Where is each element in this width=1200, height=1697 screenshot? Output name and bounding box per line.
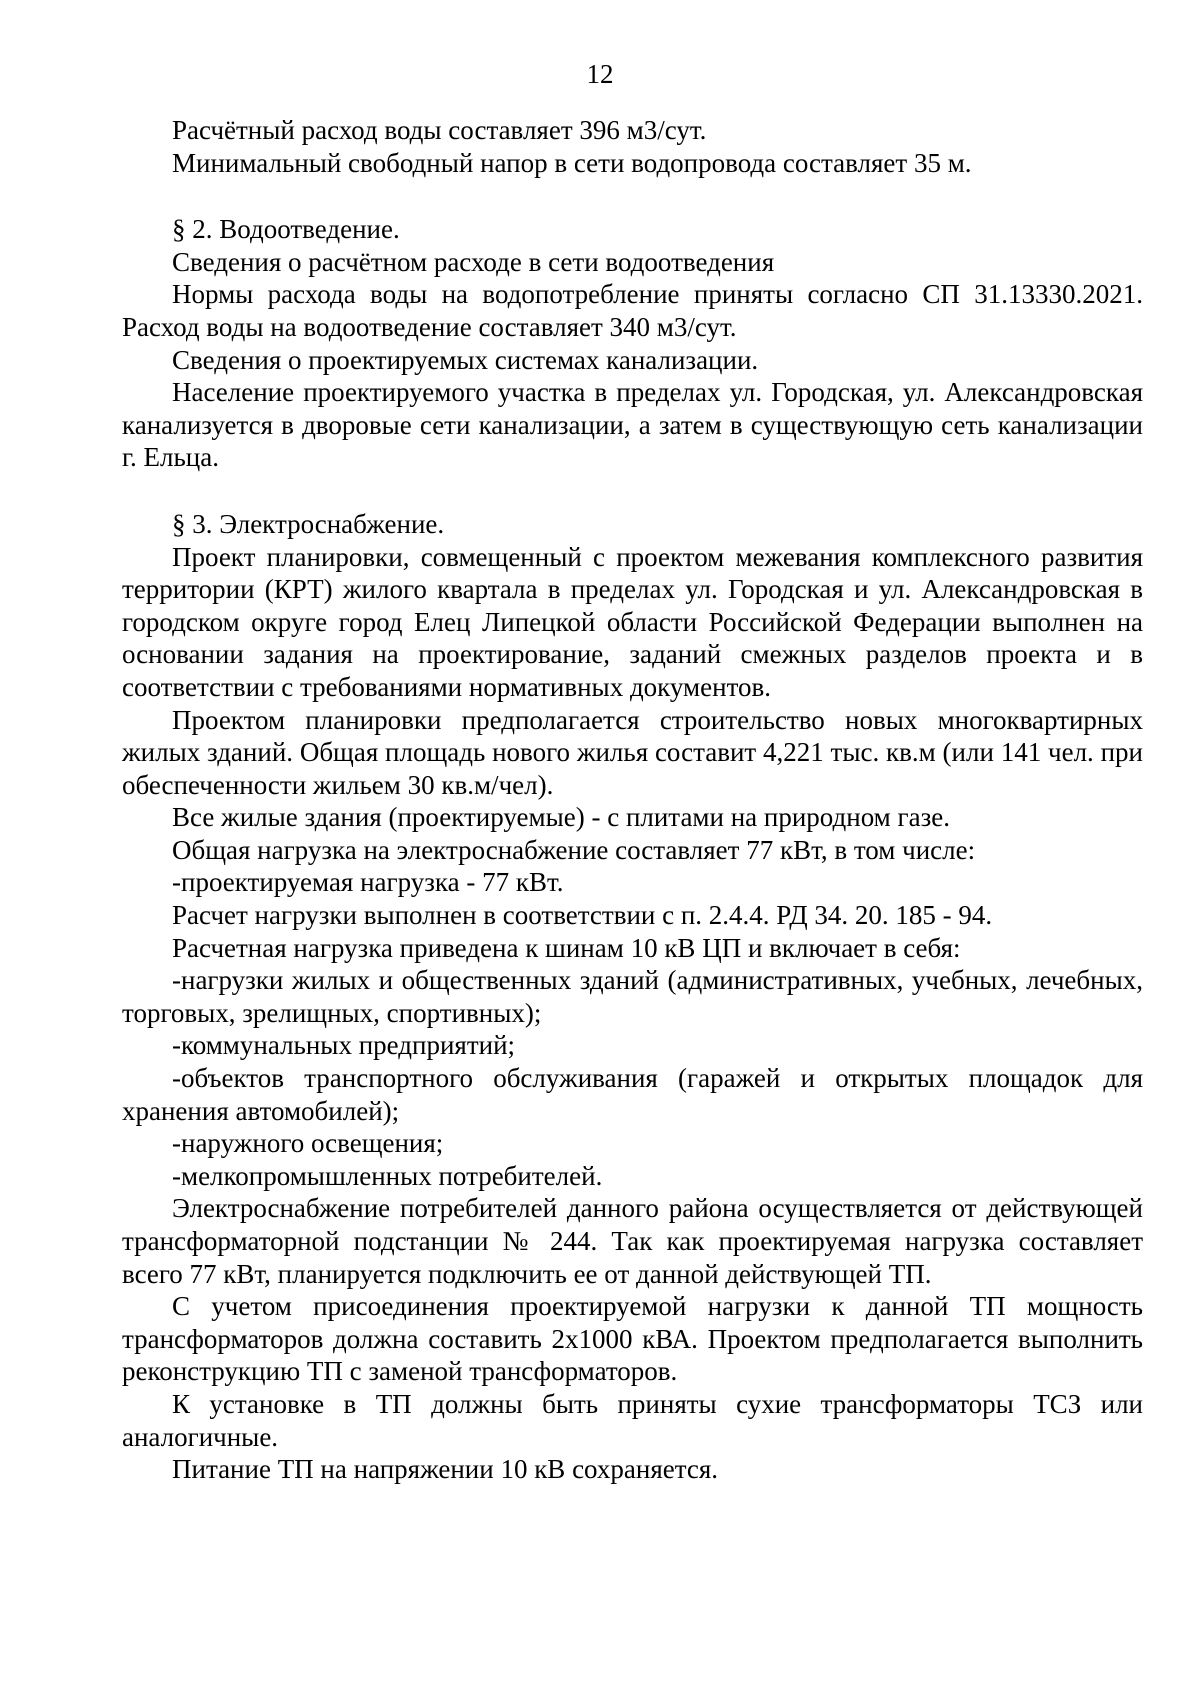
section-heading-sewerage: § 2. Водоотведение. (172, 214, 400, 245)
list-item-small-industry: -мелкопромышленных потребителей. (172, 1160, 603, 1191)
paragraph-power-project: Проект планировки, совмещенный с проектом межевания комплексного развития территории (КРТ) жилого квартала в пределах ул. Городская и ул. Александровская в городском округе город Елец Липецкой области Российской Федерации выполнен на основании задания на проектирование, заданий смежных разделов проекта и в соответствии с требованиями нормативных документов. (122, 541, 1143, 702)
paragraph-water-flow: Расчётный расход воды составляет 396 м3/сут. (172, 115, 707, 145)
paragraph-sewerage-population: Население проектируемого участка в пределах ул. Городская, ул. Александровская канализуется в дворовые сети канализации, а затем в существующую сеть канализации г. Ельца. (122, 377, 1143, 473)
list-item-utilities: -коммунальных предприятий; (172, 1030, 516, 1061)
paragraph-power-calculation: Расчет нагрузки выполнен в соответствии с п. 2.4.4. РД 34. 20. 185 - 94. (172, 900, 993, 931)
page-number: 12 (586, 59, 614, 89)
paragraph-power-gas: Все жилые здания (проектируемые) - с плитами на природном газе. (172, 802, 950, 833)
paragraph-power-housing: Проектом планировки предполагается строительство новых многоквартирных жилых зданий. Общая площадь нового жилья составит 4,221 тыс. кв.м (или 141 чел. при обеспеченности жильем 30 кв.м/чел). (122, 704, 1143, 800)
paragraph-sewerage-systems-title: Сведения о проектируемых системах канализации. (172, 344, 759, 375)
paragraph-power-design-load: -проектируемая нагрузка - 77 кВт. (172, 867, 564, 898)
list-item-transport: -объектов транспортного обслуживания (гаражей и открытых площадок для хранения автомобилей); (122, 1063, 1143, 1126)
paragraph-power-busbars: Расчетная нагрузка приведена к шинам 10 кВ ЦП и включает в себя: (172, 932, 961, 963)
paragraph-sewerage-info-title: Сведения о расчётном расходе в сети водоотведения (172, 246, 775, 277)
paragraph-power-dry-transformers: К установке в ТП должны быть приняты сухие трансформаторы ТСЗ или аналогичные. (122, 1388, 1143, 1452)
paragraph-power-substation: Электроснабжение потребителей данного района осуществляется от действующей трансформаторной подстанции № 244. Так как проектируемая нагрузка составляет всего 77 кВт, планируется подключить ее от данной действующей ТП. (122, 1193, 1143, 1289)
list-item-lighting: -наружного освещения; (172, 1128, 444, 1159)
list-item-buildings: -нагрузки жилых и общественных зданий (административных, учебных, лечебных, торговых, зрелищных, спортивных); (122, 965, 1143, 1028)
document-body (122, 114, 1143, 1486)
paragraph-power-voltage: Питание ТП на напряжении 10 кВ сохраняется. (172, 1454, 718, 1485)
paragraph-power-total-load: Общая нагрузка на электроснабжение составляет 77 кВт, в том числе: (172, 834, 976, 865)
paragraph-water-pressure: Минимальный свободный напор в сети водопровода составляет 35 м. (172, 147, 972, 178)
section-heading-power-supply: § 3. Электроснабжение. (172, 508, 445, 539)
paragraph-sewerage-norms: Нормы расхода воды на водопотребление приняты согласно СП 31.13330.2021. Расход воды на водоотведение составляет 340 м3/сут. (122, 279, 1143, 342)
paragraph-power-transformers: С учетом присоединения проектируемой нагрузки к данной ТП мощность трансформаторов должна составить 2х1000 кВА. Проектом предполагается выполнить реконструкцию ТП с заменой трансформаторов. (122, 1291, 1143, 1387)
